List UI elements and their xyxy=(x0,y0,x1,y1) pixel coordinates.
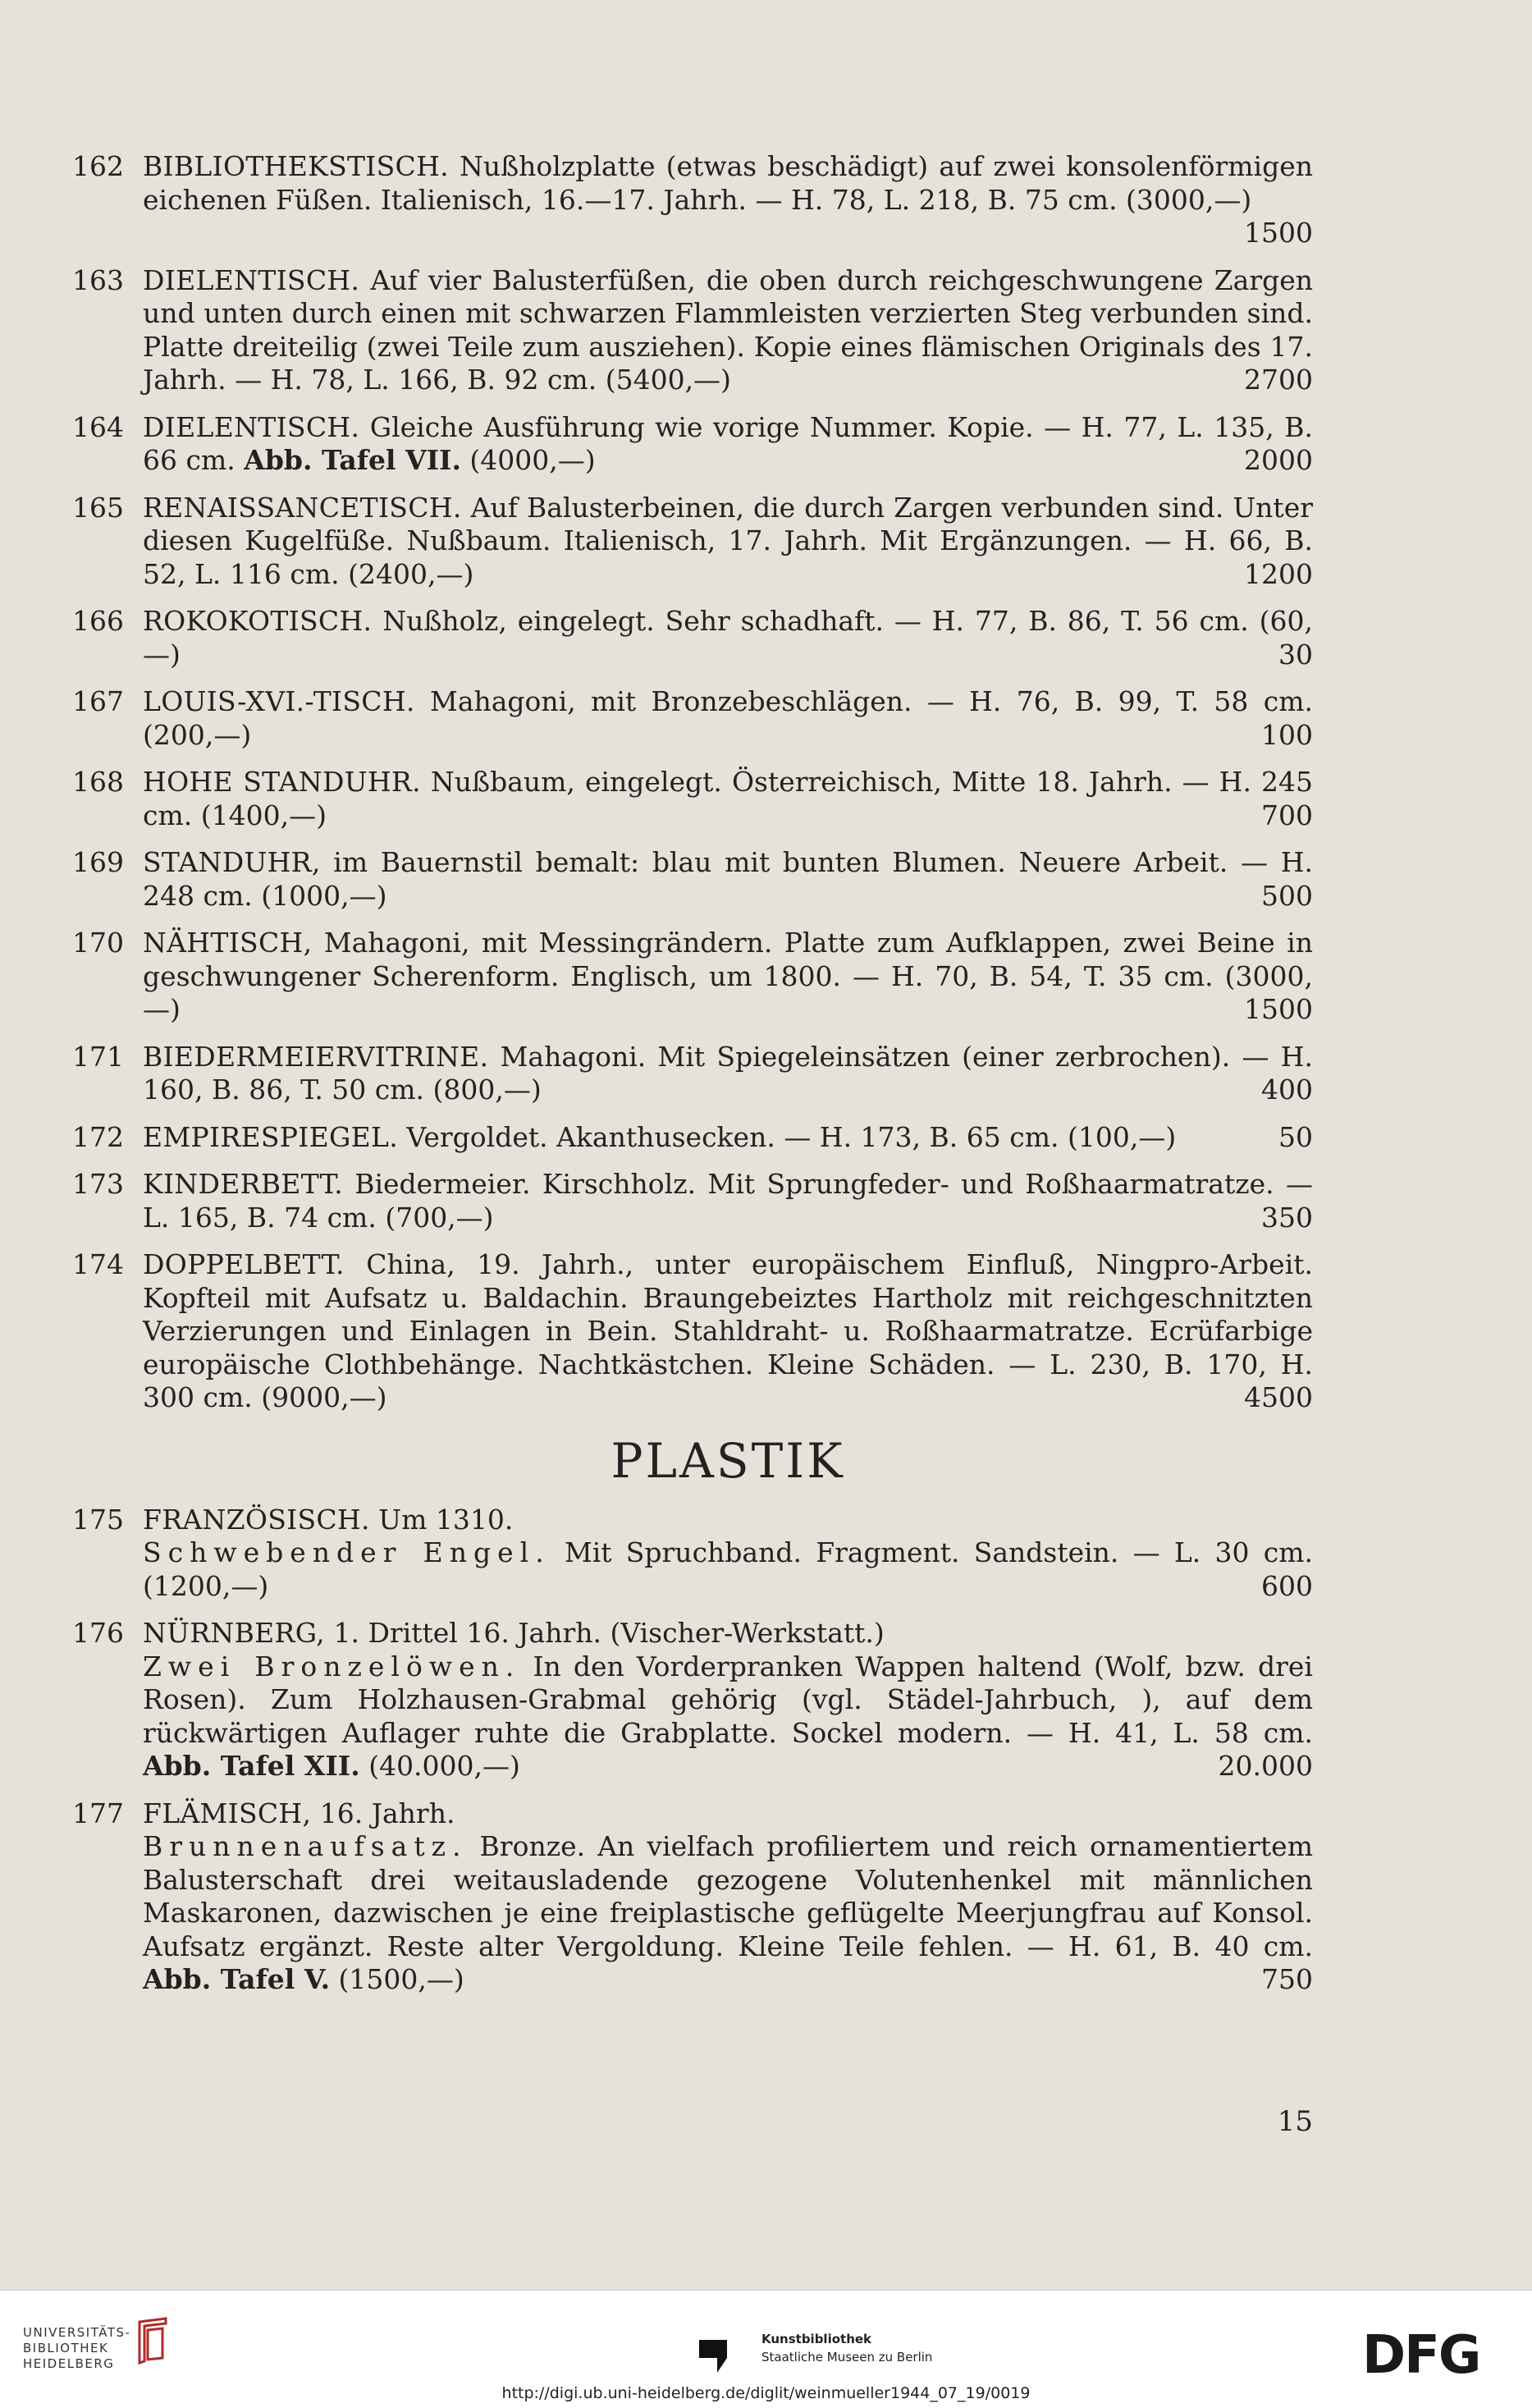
lot-description xyxy=(143,264,1313,397)
catalog-entry xyxy=(72,1041,1313,1107)
lot-price: 1500 xyxy=(1244,993,1313,1025)
lot-dating: 1. Drittel 16. Jahrh. (Vischer-Werkstatt.) xyxy=(324,1617,885,1649)
catalog-entry xyxy=(72,1248,1313,1415)
catalog-entry xyxy=(72,492,1313,592)
lot-heading: DIELENTISCH. xyxy=(143,263,360,296)
lot-heading: DIELENTISCH. xyxy=(143,410,360,443)
lot-number: 173 xyxy=(72,1168,124,1200)
lot-number: 167 xyxy=(72,685,124,717)
catalog-entry xyxy=(72,1504,1313,1604)
catalog-entry xyxy=(72,1797,1313,1997)
lot-description xyxy=(143,150,1313,250)
lot-description xyxy=(143,492,1313,592)
lot-description xyxy=(143,1121,1313,1155)
lot-description xyxy=(143,1617,1313,1783)
lot-description xyxy=(143,1041,1313,1107)
lot-body: Nußholzplatte (etwas beschädigt) auf zwei konsolenförmigen eichenen Füßen. Italienisch, 16.—17. Jahrh. — H. 78, L. 218, B. 75 cm. (3000,—) xyxy=(143,150,1313,216)
lot-heading: ROKOKOTISCH. xyxy=(143,605,373,637)
lot-body: im Bauernstil bemalt: blau mit bunten Blumen. Neuere Arbeit. — H. 248 cm. (1000,—) xyxy=(143,846,1313,912)
lot-number: 171 xyxy=(72,1040,124,1073)
lot-price: 20.000 xyxy=(1218,1750,1313,1782)
lot-heading: NÜRNBERG, xyxy=(143,1617,325,1649)
lot-price: 750 xyxy=(1261,1963,1313,1995)
lot-number: 165 xyxy=(72,491,124,524)
lot-number: 163 xyxy=(72,263,124,296)
lot-heading: BIBLIOTHEKSTISCH. xyxy=(143,150,449,182)
lot-price: 4500 xyxy=(1244,1381,1313,1413)
lot-heading: FRANZÖSISCH. xyxy=(143,1503,370,1536)
lot-body: China, 19. Jahrh., unter europäischem Einfluß, Ningpro-Arbeit. Kopfteil mit Aufsatz u. Baldachin. Braungebeiztes Hartholz mit reichgeschnitzten Verzierungen und Einlagen in Bein. Stahldraht- u. Roßhaarmatratze. Ecrüfarbige europäische Clothbehänge. Nachtkästchen. Kleine Schäden. — L. 230, B. 170, H. 300 cm. (9000,—) xyxy=(143,1248,1313,1413)
lot-estimate: (4000,—) xyxy=(460,444,596,476)
lot-description xyxy=(143,846,1313,913)
lot-description xyxy=(143,605,1313,671)
lot-price: 600 xyxy=(1261,1569,1313,1602)
lot-price: 50 xyxy=(1278,1120,1313,1153)
sculpture-entries xyxy=(72,1504,1313,1997)
lot-body: Bronze. An vielfach profiliertem und reich ornamentiertem Balusterschaft drei weitausladende gezogene Volutenhenkel mit männlichen Maskaronen, dazwischen je eine freiplastische geflügelte Meerjungfrau auf Konsol. Aufsatz ergänzt. Reste alter Vergoldung. Kleine Teile fehlen. — H. 61, B. 40 cm. xyxy=(143,1830,1313,1962)
lot-body: In den Vorderpranken Wappen haltend (Wolf, bzw. drei Rosen). Zum Holzhausen-Grabmal gehörig (vgl. Städel-Jahrbuch, ), auf dem rückwärtigen Auflager ruhte die Grabplatte. Sockel modern. — H. 41, L. 58 cm. xyxy=(143,1650,1313,1749)
lot-body: Mit Spruchband. Fragment. Sandstein. — L. 30 cm. (1200,—) xyxy=(143,1536,1314,1602)
lot-body: Auf vier Balusterfüßen, die oben durch reichgeschwungene Zargen und unten durch einen mit schwarzen Flammleisten verzierten Steg verbunden sind. Platte dreiteilig (zwei Teile zum ausziehen). Kopie eines flämischen Originals des 17. Jahrh. — H. 78, L. 166, B. 92 cm. (5400,—) xyxy=(143,263,1313,396)
lot-price: 100 xyxy=(1261,718,1313,751)
permalink-url[interactable]: http://digi.ub.uni-heidelberg.de/diglit/weinmueller1944_07_19/0019 xyxy=(501,2384,1031,2402)
lot-heading: EMPIRESPIEGEL. xyxy=(143,1120,399,1153)
lot-heading: BIEDERMEIERVITRINE. xyxy=(143,1040,489,1073)
lot-title: Schwebender Engel. xyxy=(143,1536,551,1568)
lot-description xyxy=(143,685,1313,752)
university-library-label[interactable]: UNIVERSITÄTS- BIBLIOTHEK HEIDELBERG xyxy=(23,2325,131,2371)
lot-price: 2700 xyxy=(1244,364,1313,396)
catalog-entry xyxy=(72,264,1313,397)
lot-title: Brunnenaufsatz. xyxy=(143,1830,468,1862)
lot-number: 176 xyxy=(72,1617,124,1649)
lot-estimate: (40.000,—) xyxy=(359,1750,520,1782)
footer-bar xyxy=(0,2290,1532,2408)
lot-number: 162 xyxy=(72,150,124,182)
lot-price: 400 xyxy=(1261,1074,1313,1106)
lot-heading: LOUIS-XVI.-TISCH. xyxy=(143,685,415,717)
plate-reference: Abb. Tafel V. xyxy=(143,1963,331,1995)
lot-number: 170 xyxy=(72,927,124,959)
lot-description xyxy=(143,1168,1313,1234)
kunstbibliothek-label[interactable]: Kunstbibliothek Staatliche Museen zu Berlin xyxy=(761,2332,933,2365)
dfg-logo[interactable]: DFG xyxy=(1362,2325,1480,2386)
lot-body: Gleiche Ausführung wie vorige Nummer. Kopie. — H. 77, L. 135, B. 66 cm. xyxy=(143,410,1313,476)
lot-heading: KINDERBETT. xyxy=(143,1168,343,1200)
catalog-entry xyxy=(72,1168,1313,1234)
lot-description xyxy=(143,1797,1313,1997)
catalog-entry xyxy=(72,685,1313,752)
lot-number: 175 xyxy=(72,1503,124,1536)
lot-price: 30 xyxy=(1278,638,1313,671)
plate-reference: Abb. Tafel VII. xyxy=(244,444,461,476)
lot-number: 168 xyxy=(72,766,124,798)
lot-number: 166 xyxy=(72,605,124,637)
lot-price: 700 xyxy=(1261,799,1313,831)
lot-dating: Um 1310. xyxy=(369,1503,514,1536)
lot-description xyxy=(143,766,1313,832)
lot-body: Nußbaum, eingelegt. Österreichisch, Mitte 18. Jahrh. — H. 245 cm. (1400,—) xyxy=(143,766,1313,831)
lot-body: Mahagoni, mit Messingrändern. Platte zum Aufklappen, zwei Beine in geschwungener Scherenform. Englisch, um 1800. — H. 70, B. 54, T. 35 cm. (3000,—) xyxy=(143,927,1313,1025)
lot-price: 2000 xyxy=(1244,444,1313,476)
lot-number: 164 xyxy=(72,410,124,443)
lot-description xyxy=(143,411,1313,478)
lot-number: 172 xyxy=(72,1120,124,1153)
lot-estimate: (1500,—) xyxy=(330,1963,464,1995)
lot-number: 177 xyxy=(72,1797,124,1829)
university-logo-icon[interactable] xyxy=(133,2315,171,2366)
lot-heading: NÄHTISCH, xyxy=(143,927,313,959)
section-title: PLASTIK xyxy=(611,1432,845,1489)
lot-heading: RENAISSANCETISCH. xyxy=(143,491,462,524)
catalog-entry xyxy=(72,927,1313,1027)
lot-price: 1500 xyxy=(1244,217,1313,249)
lot-heading: STANDUHR, xyxy=(143,846,321,878)
page-number: 15 xyxy=(1277,2105,1313,2138)
lot-body: Vergoldet. Akanthusecken. — H. 173, B. 65 cm. (100,—) xyxy=(398,1120,1177,1153)
lot-body: Mahagoni, mit Bronzebeschlägen. — H. 76, B. 99, T. 58 cm. (200,—) xyxy=(143,685,1313,751)
lot-title: Zwei Bronzelöwen. xyxy=(143,1650,521,1682)
catalog-entry xyxy=(72,150,1313,250)
catalog-listing xyxy=(72,150,1313,2011)
lot-description xyxy=(143,1504,1313,1604)
lot-heading: DOPPELBETT. xyxy=(143,1248,345,1280)
lot-number: 169 xyxy=(72,846,124,878)
lot-description xyxy=(143,927,1313,1027)
lot-body: Biedermeier. Kirschholz. Mit Sprungfeder- und Roßhaarmatratze. — L. 165, B. 74 cm. (700,—) xyxy=(143,1168,1313,1234)
lot-description xyxy=(143,1248,1313,1415)
lot-body: Nußholz, eingelegt. Sehr schadhaft. — H. 77, B. 86, T. 56 cm. (60,—) xyxy=(143,605,1313,671)
lot-body: Auf Balusterbeinen, die durch Zargen verbunden sind. Unter diesen Kugelfüße. Nußbaum. Italienisch, 17. Jahrh. Mit Ergänzungen. — H. 66, B. 52, L. 116 cm. (2400,—) xyxy=(143,491,1313,590)
furniture-entries xyxy=(72,150,1313,1415)
catalog-entry xyxy=(72,1617,1313,1783)
lot-heading: FLÄMISCH, xyxy=(143,1797,312,1829)
catalog-entry xyxy=(72,846,1313,913)
catalog-entry xyxy=(72,605,1313,671)
catalog-entry xyxy=(72,1121,1313,1155)
lot-heading: HOHE STANDUHR. xyxy=(143,766,421,798)
lot-dating: 16. Jahrh. xyxy=(311,1797,455,1829)
kunstbibliothek-logo-icon[interactable] xyxy=(699,2333,748,2374)
catalog-entry xyxy=(72,766,1313,832)
lot-price: 350 xyxy=(1261,1201,1313,1234)
plate-reference: Abb. Tafel XII. xyxy=(143,1750,360,1782)
lot-price: 1200 xyxy=(1244,557,1313,590)
catalog-entry xyxy=(72,411,1313,478)
lot-body: Mahagoni. Mit Spiegeleinsätzen (einer zerbrochen). — H. 160, B. 86, T. 50 cm. (800,—) xyxy=(143,1040,1313,1106)
lot-number: 174 xyxy=(72,1248,124,1280)
lot-price: 500 xyxy=(1261,879,1313,912)
